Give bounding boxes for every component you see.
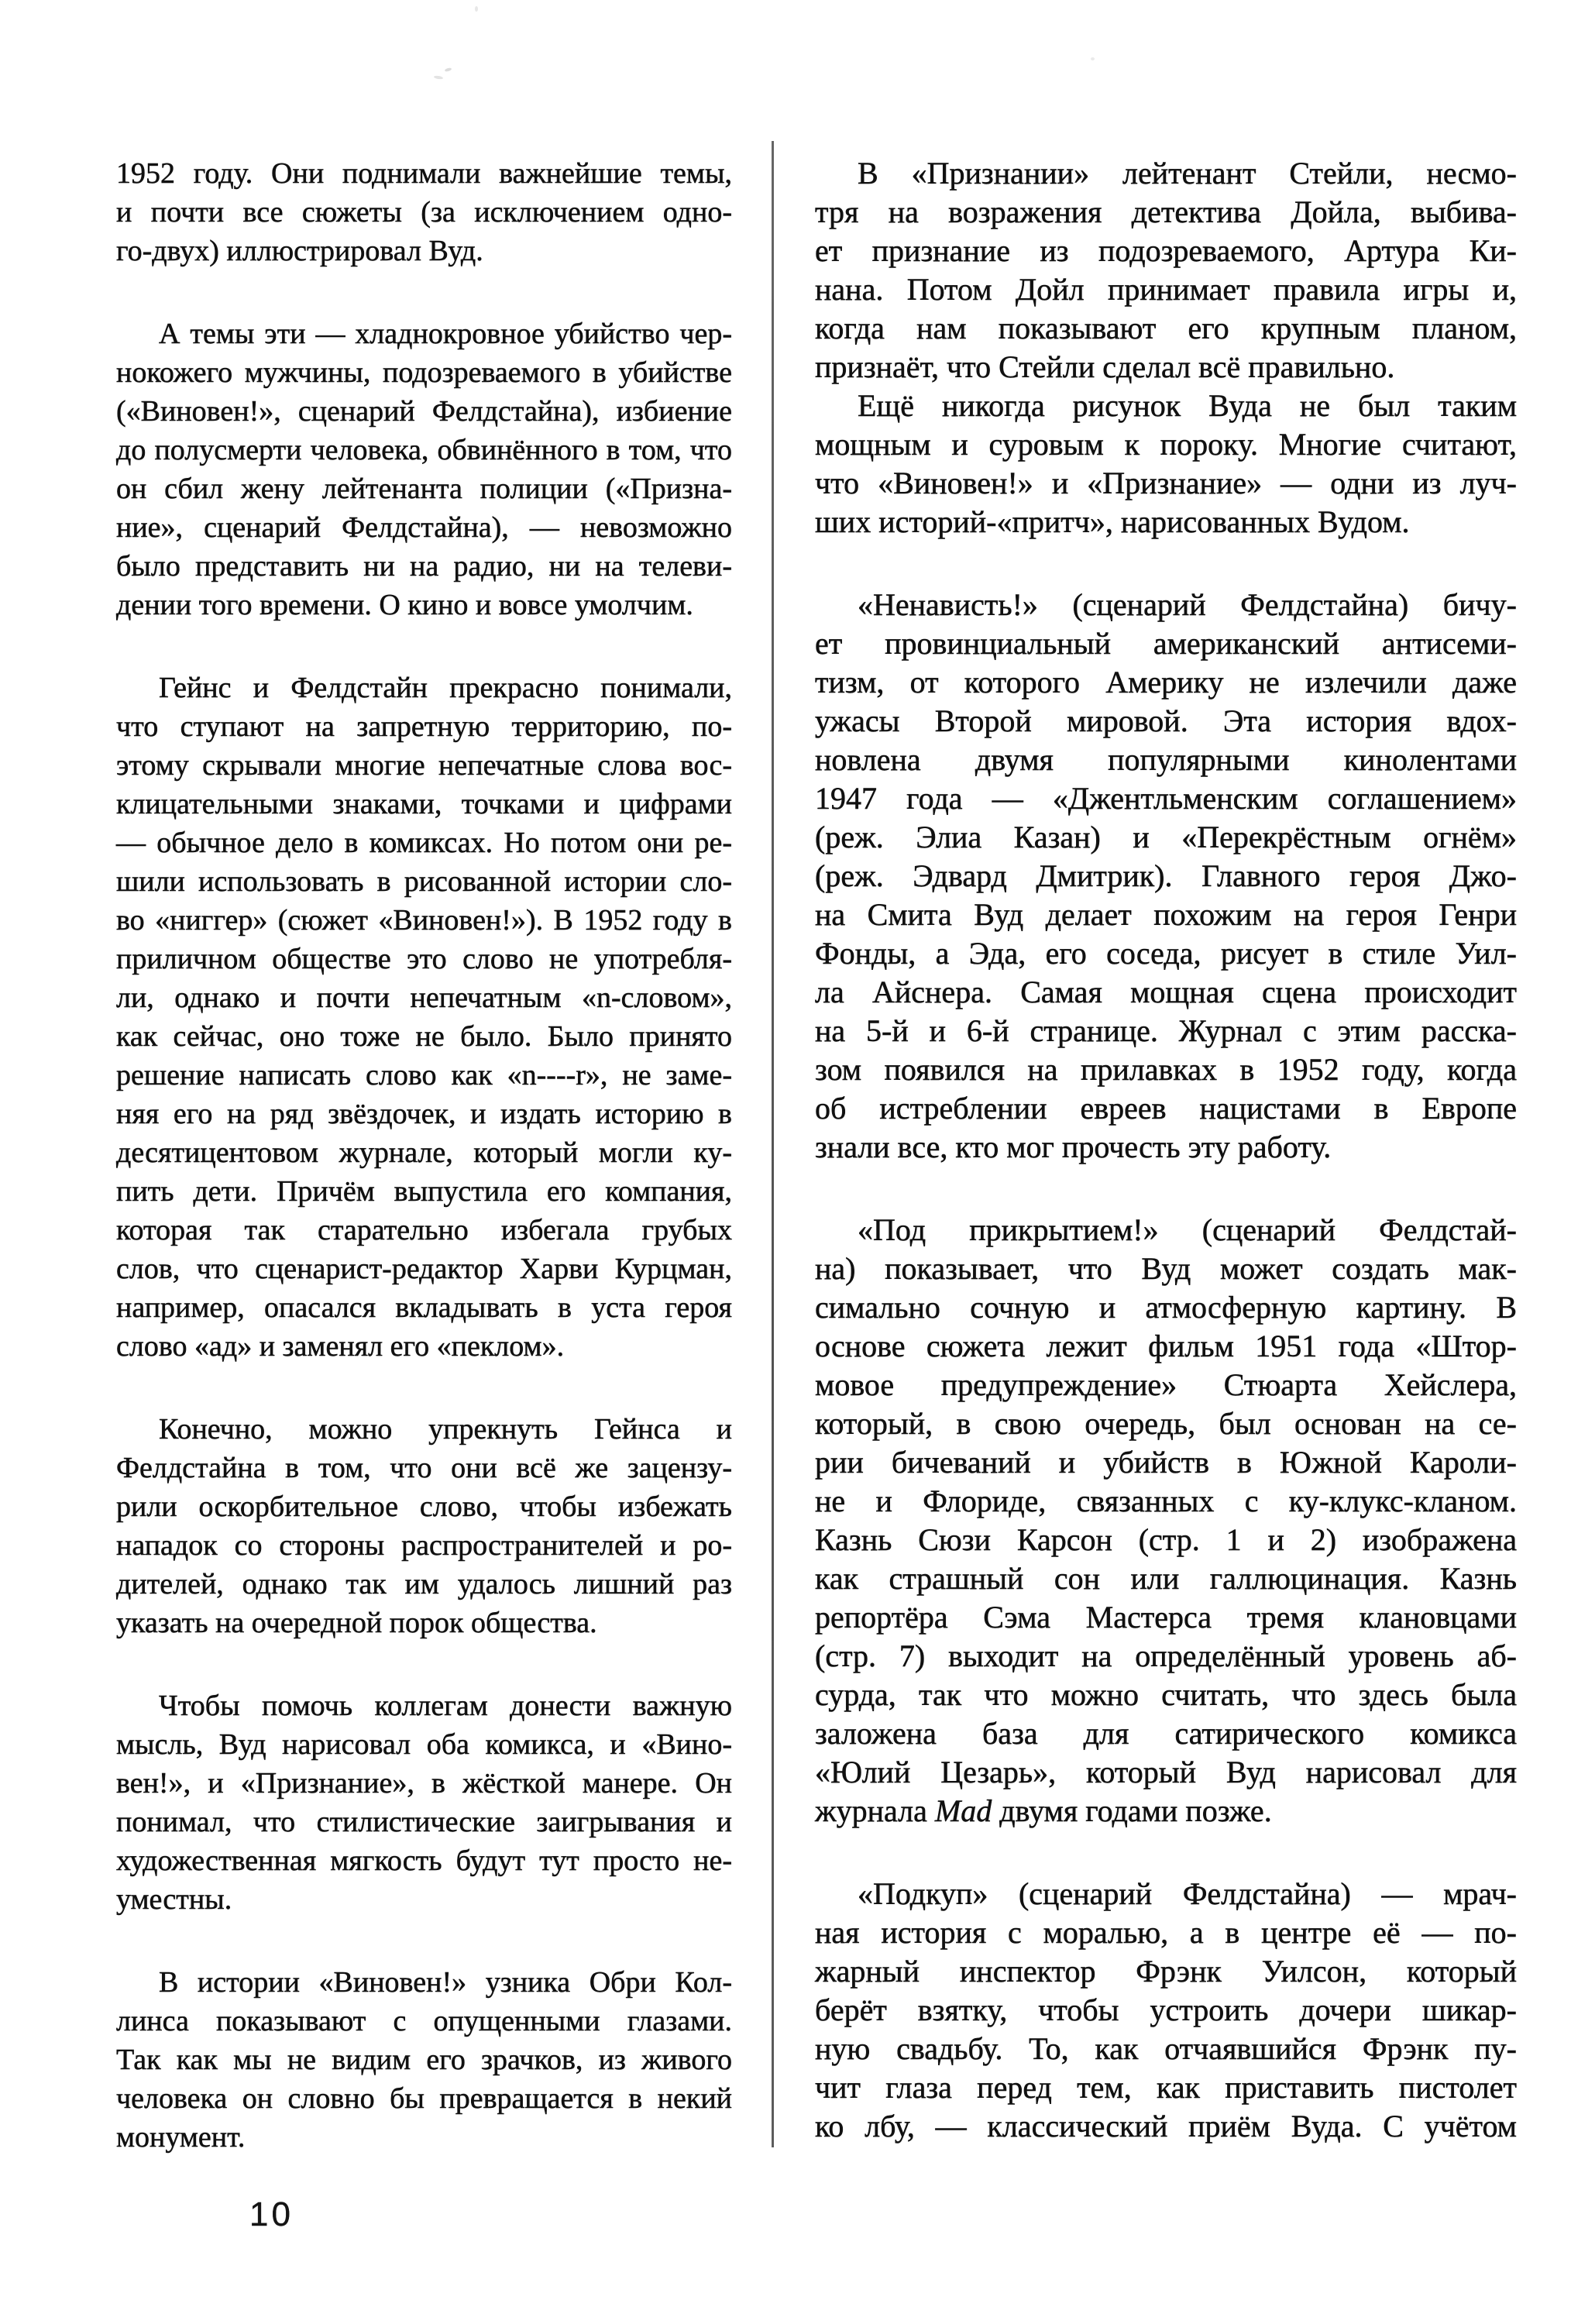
page-number: 10: [249, 2195, 294, 2233]
text-line: ших историй-«притч», нарисованных Вудом.: [815, 504, 1410, 539]
text-line: этому скрывали многие непечатные слова вос-: [116, 749, 732, 782]
text-line: зом появился на прилавках в 1952 году, когда: [815, 1052, 1517, 1087]
text-line: об истреблении евреев нацистами в Европе: [815, 1091, 1517, 1126]
text-line: как страшный сон или галлюцинация. Казнь: [815, 1561, 1517, 1596]
paragraph: [116, 1963, 732, 2157]
text-line: (реж. Элиа Казан) и «Перекрёстным огнём»: [815, 820, 1517, 854]
text-line: который, в свою очередь, был основан на се-: [815, 1406, 1517, 1441]
text-line: во «ниггер» (сюжет «Виновен!»). В 1952 году в: [116, 904, 732, 937]
text-line: рили оскорбительное слово, чтобы избежать: [116, 1490, 732, 1523]
text-line: тизм, от которого Америку не излечили даже: [815, 665, 1517, 700]
text-line: на Смита Вуд делает похожим на героя Генри: [815, 897, 1517, 932]
text-line: дении того времени. О кино и вовсе умолчим.: [116, 589, 693, 621]
right-text-column: [815, 154, 1517, 2146]
text-line: художественная мягкость будут тут просто не-: [116, 1844, 732, 1877]
left-text-column: [116, 154, 732, 2157]
text-line: тря на возражения детектива Дойла, выбива-: [815, 194, 1517, 229]
text-line: новлена двумя популярными кинолентами: [815, 742, 1517, 777]
paragraph: [815, 586, 1517, 1167]
text-line: он сбил жену лейтенанта полиции («Призна-: [116, 473, 732, 505]
text-line: рии бичеваний и убийств в Южной Кароли-: [815, 1445, 1517, 1480]
text-line: нападок со стороны распространителей и ро-: [116, 1529, 732, 1562]
paragraph: [815, 1875, 1517, 2146]
text-line: знали все, кто мог прочесть эту работу.: [815, 1129, 1332, 1164]
text-line: ет провинциальный американский антисеми-: [815, 626, 1517, 661]
paragraph: [116, 1410, 732, 1642]
text-line: В «Признании» лейтенант Стейли, несмо-: [858, 156, 1517, 191]
paragraph: [815, 1211, 1517, 1831]
text-line: что «Виновен!» и «Признание» — одни из луч-: [815, 466, 1517, 500]
plain-text: журнала: [815, 1793, 935, 1828]
text-line: («Виновен!», сценарий Фелдстайна), избиение: [116, 395, 732, 428]
text-line: до полусмерти человека, обвинённого в том, что: [116, 434, 732, 466]
paragraph: [815, 387, 1517, 541]
text-line: «Под прикрытием!» (сценарий Фелдстай-: [858, 1212, 1517, 1247]
text-line: что ступают на запретную территорию, по-: [116, 710, 732, 743]
text-line: Казнь Сюзи Карсон (стр. 1 и 2) изображена: [815, 1522, 1517, 1557]
text-line: В истории «Виновен!» узника Обри Кол-: [159, 1966, 732, 1999]
text-line: например, опасался вкладывать в уста героя: [116, 1291, 732, 1324]
scan-artifact: [1091, 57, 1095, 60]
text-line: 1947 года — «Джентльменским соглашением»: [815, 781, 1517, 816]
text-line: Гейнс и Фелдстайн прекрасно понимали,: [159, 672, 732, 704]
text-line: Ещё никогда рисунок Вуда не был таким: [858, 388, 1517, 423]
text-line: «Подкуп» (сценарий Фелдстайна) — мрач-: [858, 1876, 1517, 1911]
text-line: решение написать слово как «n----r», не заме-: [116, 1059, 732, 1092]
text-line: ла Айснера. Самая мощная сцена происходит: [815, 975, 1517, 1009]
text-line: [815, 1792, 1517, 1831]
text-line: ужасы Второй мировой. Эта история вдох-: [815, 703, 1517, 738]
text-line: не и Флориде, связанных с ку-клукс-кланом.: [815, 1483, 1517, 1518]
text-line: клицательными знаками, точками и цифрами: [116, 788, 732, 820]
column-divider-line: [772, 141, 774, 2147]
text-line: Фонды, а Эда, его соседа, рисует в стиле Уил-: [815, 936, 1517, 971]
paragraph: [116, 154, 732, 270]
text-line: указать на очередной порок общества.: [116, 1607, 597, 1639]
text-line: жарный инспектор Фрэнк Уилсон, который: [815, 1954, 1517, 1989]
text-line: мысль, Вуд нарисовал оба комикса, и «Вино-: [116, 1728, 732, 1761]
text-line: уместны.: [116, 1883, 232, 1916]
text-line: нана. Потом Дойл принимает правила игры и,: [815, 272, 1517, 307]
text-line: «Ненависть!» (сценарий Фелдстайна) бичу-: [858, 587, 1517, 622]
text-line: мощным и суровым к пороку. Многие считают,: [815, 427, 1517, 462]
text-line: заложена база для сатирического комикса: [815, 1716, 1517, 1751]
text-line: на) показывает, что Вуд может создать мак-: [815, 1251, 1517, 1286]
text-line: как сейчас, оно тоже не было. Было принято: [116, 1020, 732, 1053]
text-line: и почти все сюжеты (за исключением одно-: [116, 196, 732, 229]
text-line: которая так старательно избегала грубых: [116, 1214, 732, 1246]
text-line: ли, однако и почти непечатным «n-словом»,: [116, 982, 732, 1014]
text-line: (стр. 7) выходит на определённый уровень аб-: [815, 1638, 1517, 1673]
scan-artifact: [434, 75, 443, 80]
text-line: основе сюжета лежит фильм 1951 года «Штор-: [815, 1329, 1517, 1363]
text-line: было представить ни на радио, ни на телеви-: [116, 550, 732, 583]
text-line: Фелдстайна в том, что они всё же зацензу-: [116, 1452, 732, 1484]
text-line: вен!», и «Признание», в жёсткой манере. Он: [116, 1767, 732, 1800]
text-line: линса показывают с опущенными глазами.: [116, 2005, 732, 2037]
paragraph: [116, 315, 732, 624]
text-line: мовое предупреждение» Стюарта Хейслера,: [815, 1367, 1517, 1402]
text-line: пить дети. Причём выпустила его компания,: [116, 1175, 732, 1208]
text-line: чит глаза перед тем, как приставить пистолет: [815, 2070, 1517, 2105]
text-line: дителей, однако так им удалось лишний раз: [116, 1568, 732, 1600]
text-line: Чтобы помочь коллегам донести важную: [159, 1690, 732, 1722]
text-line: го-двух) иллюстрировал Вуд.: [116, 235, 483, 267]
italic-text: Mad: [934, 1793, 992, 1828]
plain-text: двумя годами позже.: [992, 1793, 1272, 1828]
text-line: признаёт, что Стейли сделал всё правильно.: [815, 349, 1395, 384]
text-line: слов, что сценарист-редактор Харви Курцман,: [116, 1253, 732, 1285]
text-line: ние», сценарий Фелдстайна), — невозможно: [116, 511, 732, 544]
paragraph: [116, 669, 732, 1366]
text-line: ную свадьбу. То, как отчаявшийся Фрэнк пу-: [815, 2031, 1517, 2066]
text-line: 1952 году. Они поднимали важнейшие темы,: [116, 157, 732, 190]
text-line: ная история с моралью, а в центре её — по-: [815, 1915, 1517, 1950]
text-line: сурда, так что можно считать, что здесь была: [815, 1677, 1517, 1712]
text-line: репортёра Сэма Мастерса тремя клановцами: [815, 1600, 1517, 1635]
paragraph: [815, 154, 1517, 387]
scan-artifact: [475, 6, 478, 12]
text-line: Конечно, можно упрекнуть Гейнса и: [159, 1413, 732, 1446]
text-line: когда нам показывают его крупным планом,: [815, 311, 1517, 346]
text-line: Так как мы не видим его зрачков, из живого: [116, 2044, 732, 2076]
text-line: шили использовать в рисованной истории сло-: [116, 865, 732, 898]
text-line: ет признание из подозреваемого, Артура Ки-: [815, 233, 1517, 268]
text-line: приличном обществе это слово не употребля-: [116, 943, 732, 975]
text-line: «Юлий Цезарь», который Вуд нарисовал для: [815, 1755, 1517, 1789]
text-line: берёт взятку, чтобы устроить дочери шикар-: [815, 1992, 1517, 2027]
text-line: монумент.: [116, 2121, 246, 2154]
text-line: нокожего мужчины, подозреваемого в убийстве: [116, 356, 732, 389]
text-line: слово «ад» и заменял его «пеклом».: [116, 1330, 565, 1363]
text-line: (реж. Эдвард Дмитрик). Главного героя Джо-: [815, 858, 1517, 893]
text-line: на 5-й и 6-й странице. Журнал с этим расска-: [815, 1013, 1517, 1048]
text-line: — обычное дело в комиксах. Но потом они ре-: [116, 827, 732, 859]
text-line: понимал, что стилистические заигрывания и: [116, 1806, 732, 1838]
paragraph: [116, 1686, 732, 1919]
text-line: человека он словно бы превращается в некий: [116, 2082, 732, 2115]
text-line: десятицентовом журнале, который могли ку-: [116, 1136, 732, 1169]
scan-artifact: [445, 67, 452, 72]
text-line: ко лбу, — классический приём Вуда. С учётом: [815, 2109, 1517, 2144]
text-line: симально сочную и атмосферную картину. В: [815, 1290, 1517, 1325]
text-line: А темы эти — хладнокровное убийство чер-: [159, 318, 732, 350]
text-line: няя его на ряд звёздочек, и издать историю в: [116, 1098, 732, 1130]
